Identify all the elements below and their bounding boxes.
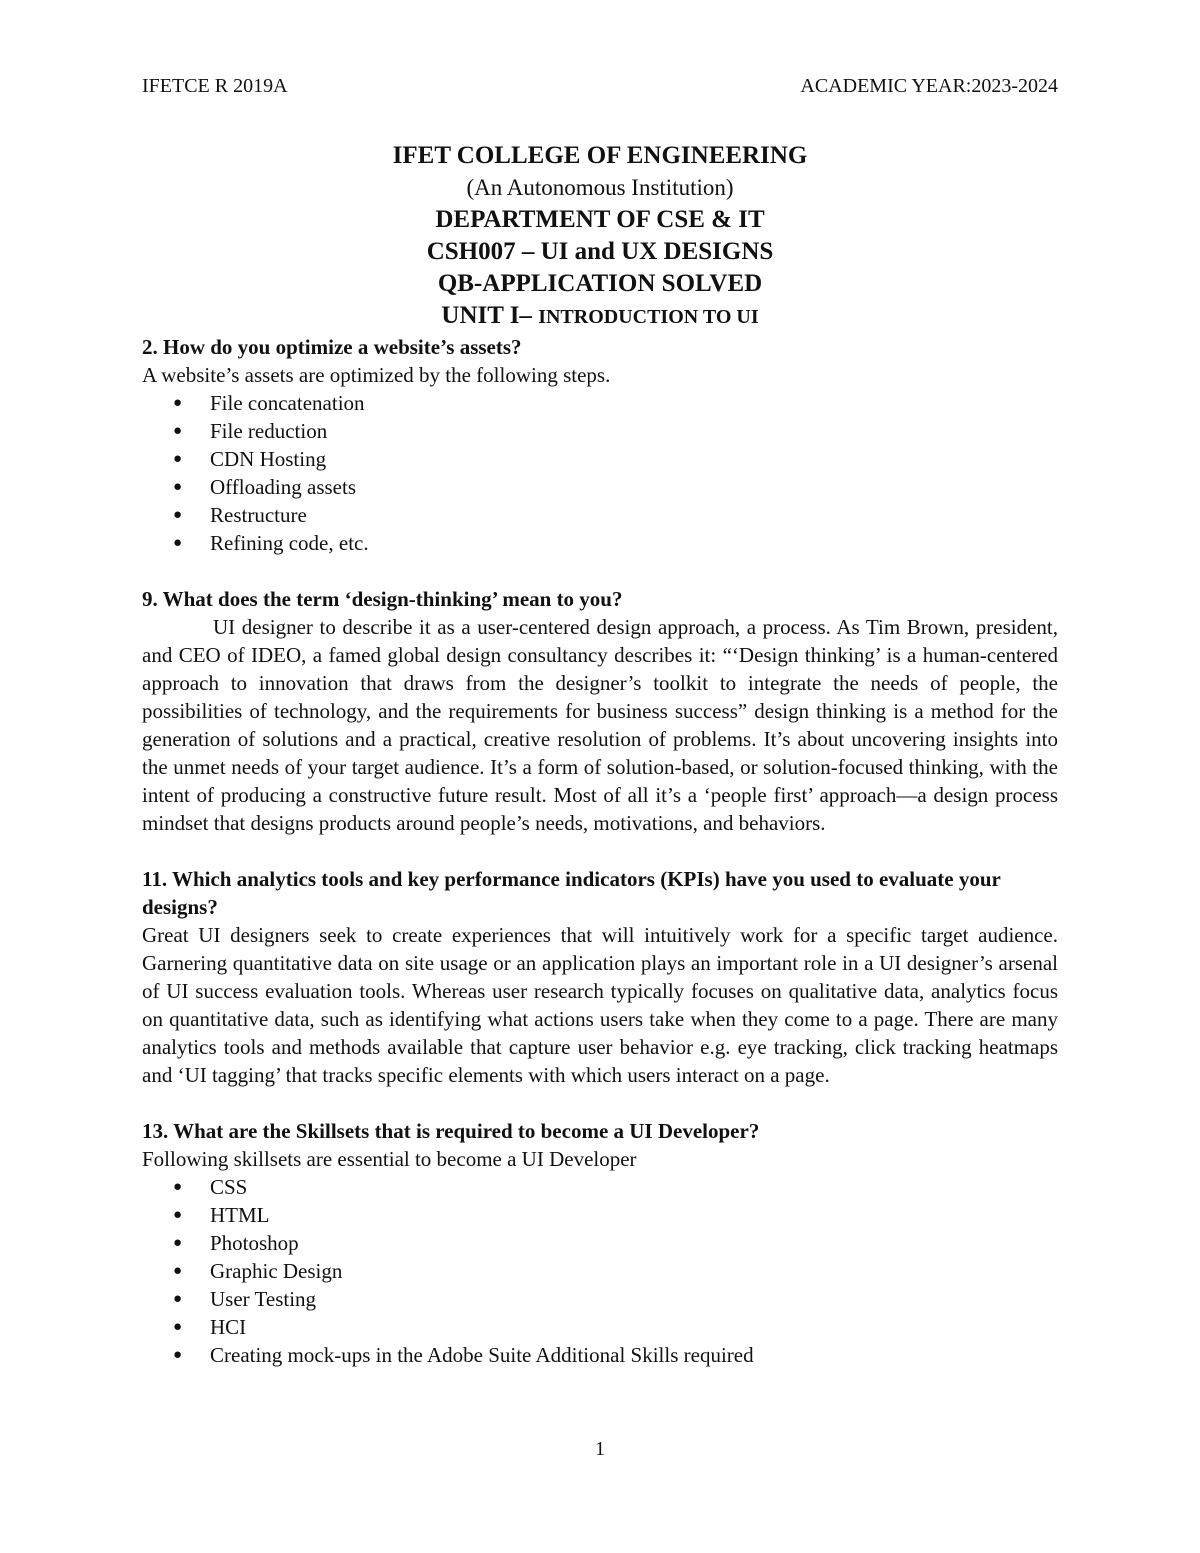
answer-intro: Following skillsets are essential to become a UI Developer	[142, 1147, 637, 1171]
question-heading: 9. What does the term ‘design-thinking’ mean to you?	[142, 587, 623, 611]
list-item: ● Refining code, etc.	[173, 531, 369, 555]
bullet-icon: ●	[173, 507, 183, 523]
list-item: ● HTML	[173, 1203, 270, 1227]
question-section	[142, 333, 1058, 557]
bullet-icon: ●	[173, 1207, 183, 1223]
college-name: IFET COLLEGE OF ENGINEERING	[392, 142, 808, 169]
list-item: ● CSS	[173, 1175, 248, 1199]
list-item: ● Offloading assets	[173, 475, 357, 499]
bullet-icon: ●	[173, 479, 183, 495]
running-header	[142, 72, 1058, 100]
bullet-icon: ●	[173, 395, 183, 411]
list-item: ● File reduction	[173, 419, 328, 443]
list-item: ● User Testing	[173, 1287, 317, 1311]
bullet-icon: ●	[173, 451, 183, 467]
header-right: ACADEMIC YEAR:2023-2024	[800, 75, 1058, 97]
list-item: ● Creating mock-ups in the Adobe Suite Additional Skills required	[173, 1343, 754, 1367]
bullet-icon: ●	[173, 535, 183, 551]
bullet-icon: ●	[173, 1235, 183, 1251]
bullet-icon: ●	[173, 423, 183, 439]
course-title: CSH007 – UI and UX DESIGNS	[426, 238, 774, 265]
header-left: IFETCE R 2019A	[142, 75, 288, 97]
list-item: ● CDN Hosting	[173, 447, 327, 471]
answer-paragraph: Great UI designers seek to create experiences that will intuitively work for a specific target audience. Garnering quantitative data on site usage or an application plays an important role in a UI designer’s arsenal of UI success evaluation tools. Whereas user research typically focuses on qualitative data, analytics focus on quantitative data, such as identifying what actions users take when they come to a page. There are many analytics tools and methods available that capture user behavior e.g. eye tracking, click tracking heatmaps and ‘UI tagging’ that tracks specific elements with which users interact on a page.	[142, 923, 1058, 1087]
qb-title: QB-APPLICATION SOLVED	[437, 270, 763, 297]
answer-paragraph: UI designer to describe it as a user-centered design approach, a process. As Tim Brown, president, and CEO of IDEO, a famed global design consultancy describes it: “‘Design thinking’ is a human-centered approach to innovation that draws from the designer’s toolkit to integrate the needs of people, the possibilities of technology, and the requirements for business success” design thinking is a method for the generation of solutions and a practical, creative resolution of problems. It’s about uncovering insights into the unmet needs of your target audience. It’s a form of solution-based, or solution-focused thinking, with the intent of producing a constructive future result. Most of all it’s a ‘people first’ approach—a design process mindset that designs products around people’s needs, motivations, and behaviors.	[142, 615, 1058, 835]
title-block	[0, 140, 1200, 333]
question-section	[142, 865, 1058, 1089]
list-item: ● Restructure	[173, 503, 307, 527]
list-item: ● File concatenation	[173, 391, 365, 415]
question-section	[142, 1117, 1058, 1369]
bullet-icon: ●	[173, 1319, 183, 1335]
question-heading: 13. What are the Skillsets that is required to become a UI Developer?	[142, 1119, 760, 1143]
question-heading: 11. Which analytics tools and key performance indicators (KPIs) have you used to evaluate your designs?	[142, 867, 1001, 919]
page-number: 1	[595, 1438, 605, 1460]
department-name: DEPARTMENT OF CSE & IT	[435, 206, 765, 233]
unit-title	[0, 300, 1200, 333]
bullet-icon: ●	[173, 1179, 183, 1195]
list-item: ● Photoshop	[173, 1231, 299, 1255]
list-item: ● HCI	[173, 1315, 247, 1339]
answer-intro: A website’s assets are optimized by the following steps.	[142, 363, 611, 387]
bullet-list	[142, 1173, 1058, 1369]
question-heading: 2. How do you optimize a website’s assets?	[142, 335, 522, 359]
bullet-icon: ●	[173, 1347, 183, 1363]
bullet-icon: ●	[173, 1263, 183, 1279]
list-item: ● Graphic Design	[173, 1259, 343, 1283]
unit-name: INTRODUCTION TO UI	[538, 306, 759, 328]
document-body	[142, 333, 1058, 1397]
unit-prefix: UNIT I–	[441, 302, 539, 329]
question-section	[142, 585, 1058, 837]
bullet-list	[142, 389, 1058, 557]
institution-subtitle: (An Autonomous Institution)	[466, 175, 734, 200]
bullet-icon: ●	[173, 1291, 183, 1307]
